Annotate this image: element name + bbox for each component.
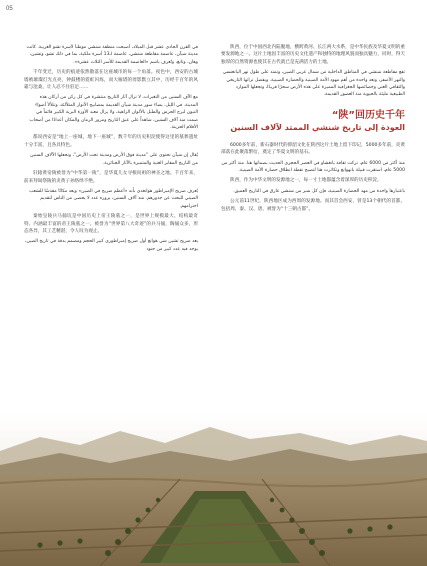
- left-paragraph-5: يُقال إن شيآن تحتوي على "مدينة فوق الأرض ومدينة تحت الأرض"، وتجعلها الآلاف السنين من التاريخ المقابر الغنية والمتميزة بالآثار الجنائزية.: [30, 153, 198, 166]
- right-paragraph-6: باعتبارها واحدة من مهد الحضارة الصينية، فإن كل شبر من شنشي غارق في التاريخ العميق.: [233, 188, 405, 194]
- left-paragraph-6: 轩辕黄帝陵被誉为“中华第一陵”，是华夏儿女寻根问祖的神圣之地。千百年来，前来拜谒祭陵的炎黄子孙络绎不绝。: [24, 171, 198, 184]
- page-number: 05: [6, 6, 13, 12]
- section-heading-chinese: “陕”回历史千年: [331, 109, 405, 121]
- right-paragraph-5: 陕西，作为中华文明的发源地之一，每一寸土地都蕴含着深厚的历史积淀。: [230, 178, 382, 184]
- mausoleum-aerial-photo: [0, 413, 427, 566]
- left-paragraph-1: في القرن الحادي عشر قبل الميلاد، أصبحت منطقة شنشي موطناً لأسرة تشو الغربية. كانت مدينة شيآن، عاصمة مقاطعة شنشي، عاصمة لـ13 أسرة ملكية، بما في ذلك تشو، وتشين، وهان، وتانغ، وتُعرف باسم «العاصمة القديمة للأسر الثلاث عشرة».: [26, 45, 198, 65]
- right-paragraph-3: 6000多年前，新石器时代的仰韶文化在陕西这片土地上留下印记，5000多年前，炎黄部落在此聚落繁衍，奠定了华夏文明的基石。: [221, 142, 405, 156]
- landscape-illustration: [0, 413, 427, 566]
- right-paragraph-7: 公元前11世纪，陕西地区成为西周的发源地。而其首会西安，曾是13个朝代的首都，包括周、秦、汉、唐，被誉为“十三朝古都”。: [221, 199, 405, 212]
- right-column: [221, 44, 405, 424]
- left-paragraph-9: يعد ضريح تشين شي هوانغ أول ضريح إمبراطوري كبير الحجم ومصمم بدقة في تاريخ الصين، يوجد فيه عدد كبير من جنود: [24, 239, 198, 252]
- section-heading: [221, 109, 405, 134]
- section-heading-arabic: العودة إلى تاريخ شنشي الممتد لآلاف السنين: [230, 122, 405, 132]
- right-paragraph-1: 陕西，位于中国西北内陆腹地，横跨黄河、长江两大水系，是中华民族及华夏文明的重要发源地之一。这片土地因丰富的历史文化遗产和独特的地理风貌而独具魅力，同时，得天独厚的自然资源也使其在古代就已是充满活力的土地。: [221, 45, 405, 65]
- left-paragraph-7: يُعرف ضريح الإمبراطور هوانغدي بأنه «أعظم ضريح في الصين» ويعد مكانًا مقدسًا للشعب الصيني للبحث عن جذورهم. منذ آلاف السنين، يزوره عدد لا يحصى من الناس لتقديم احترامهم.: [29, 188, 198, 209]
- left-paragraph-4: 都说西安是“地上一座城，地下一座城”，数千年的历史积淀使得这里的墓葬遗址十分丰富，且各具特色。: [24, 135, 198, 148]
- left-paragraph-3: مع الآف السنين من التغيرات، لا تزال آثار التاريخ منتشرة في كل ركن من أركان هذه المدينة. في الليل، يضاء سور مدينة شيآن القديمة بمصابيح الأنوار المتلألئة، وتتلألأ أضواء النيون لبرج الجرس والطبل بالألوان الزاهية، ولا يزال معبد الأوزة البرية الكبير قائماً في صمت منذ آلاف السنين، شاهداً على عبق التاريخ ومرور الزمان والمكان أعدادًا من أصحاب الأقلام الحزينة.: [29, 95, 198, 131]
- left-column: [24, 44, 198, 424]
- left-paragraph-8: 秦始皇陵兵马俑坑是中国历史上帝王陵墓之一，是世界上规模最大、结构最奇特、内涵最丰富的帝王陵墓之一。被誉为“世界第八大奇迹”的兵马俑，陶俑众多，形态各异，其工艺精湛，令人叹为观止。: [24, 214, 198, 234]
- right-paragraph-2: تقع مقاطعة شنشي في المناطق الداخلية من شمال غربي الصين، وتمتد على طول نهر اليانغتسي والنهر الأصفر، وتعد واحدة من أهم مهود الأمة الصينية والحضارة الصينية. وبفضل تراثها التاريخي والثقافي الغني وخصائصها الجغرافية المميزة على هذه الأرض سحرًا فريدًا، وتجعلها الموارد الطبيعية مليئة بالحيوية منذ العصور القديمة.: [222, 70, 405, 98]
- left-paragraph-2: 千年变迁，历史的痕迹依然散落在这座城市的每一个角落。夜色中，西安的古城墙被璀璨灯光点亮，钟鼓楼的霓虹闪烁，而大雁塔的剪影默立其中，历经千百年的风霜与沧桑，让人忍不住驻足……: [24, 70, 198, 91]
- right-paragraph-4: منذ أكثر من 6000 عام، تركت ثقافة يانغشاو في العصر الحجري الحديث بصماتها هنا. منذ أكثر من 5000 عام، استقرت قبيلة يانهوانغ وتكاثرت هنا لتصبح نقطة انطلاق حضارة الأمة الصينية.: [221, 160, 405, 174]
